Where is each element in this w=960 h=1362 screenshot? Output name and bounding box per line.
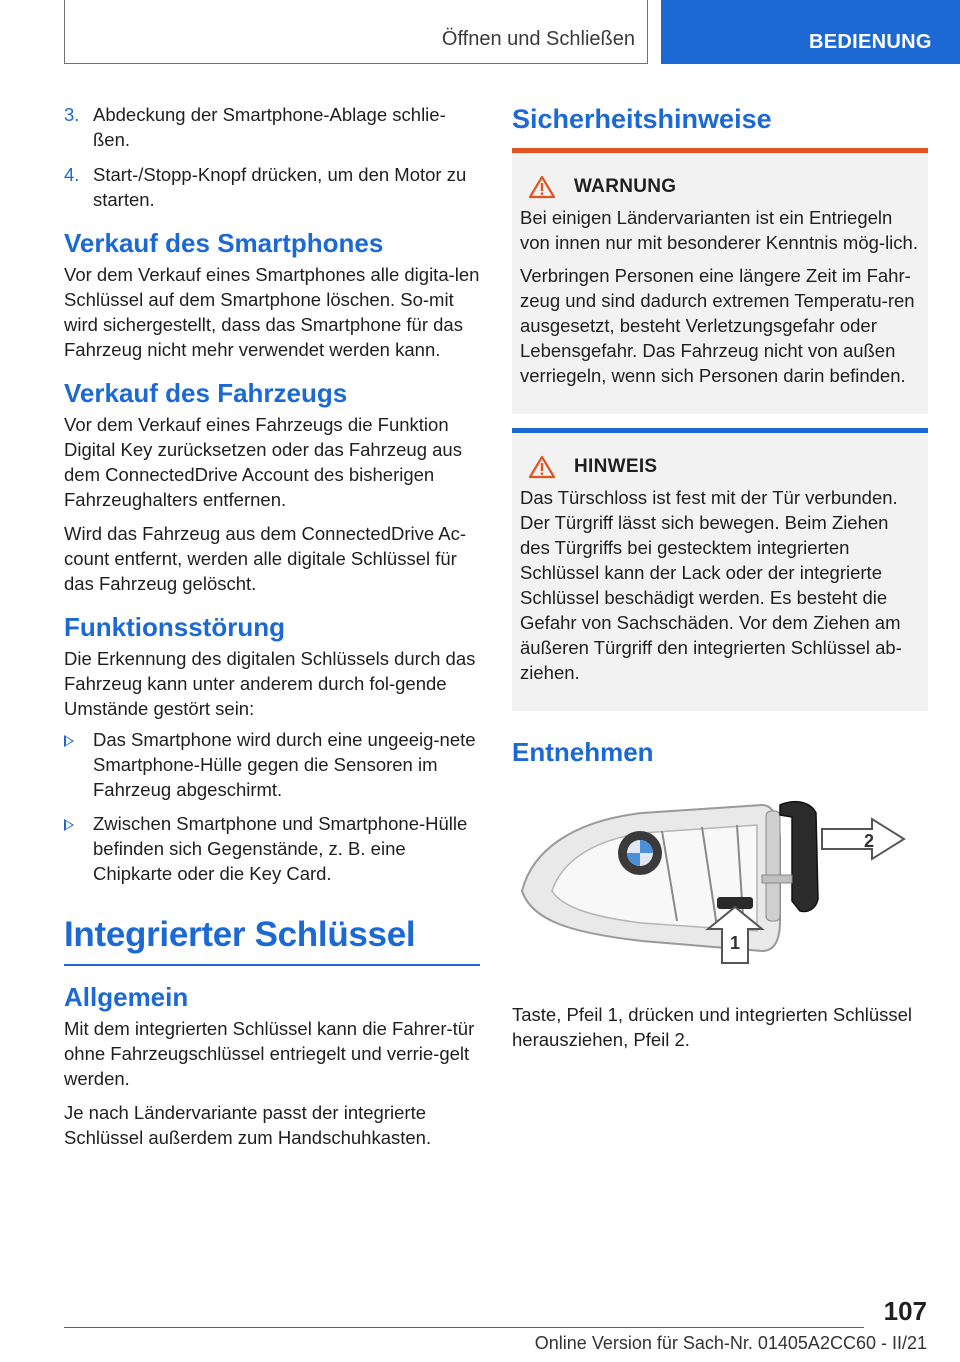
chapter-title: Öffnen und Schließen <box>441 28 635 50</box>
sale-vehicle-text-1: Vor dem Verkauf eines Fahrzeugs die Funktion Digital Key zurücksetzen oder das Fahrzeug aus dem ConnectedDrive Account des bisherigen Fahrzeughalters entfernen. <box>64 414 462 510</box>
general-text-2: Je nach Ländervariante passt der integrierte Schlüssel außerdem zum Handschuhkasten. <box>64 1102 432 1148</box>
arrow-1-label: 1 <box>730 933 741 953</box>
step-number: 4. <box>64 164 80 185</box>
warning-text-2: Verbringen Personen eine längere Zeit im Fahr-zeug und sind dadurch extremen Temperatu-ren ausgesetzt, besteht Verletzungsgefahr oder Lebensgefahr. Das Fahrzeug nicht von außen verriegeln, wenn sich Personen darin befinden. <box>520 265 915 386</box>
note-label: HINWEIS <box>574 456 658 477</box>
step-text: Abdeckung der Smartphone-Ablage schlie-ßen. <box>93 104 446 150</box>
bullet-item <box>64 811 480 886</box>
section-label: BEDIENUNG <box>809 31 932 53</box>
header-section-tab[interactable] <box>661 0 960 64</box>
key-removal-figure <box>512 781 928 977</box>
online-version-text: Online Version für Sach-Nr. 01405A2CC60 - II/21 <box>534 1333 927 1353</box>
heading-remove: Entnehmen <box>512 737 654 767</box>
malfunction-text: Die Erkennung des digitalen Schlüssels durch das Fahrzeug kann unter anderem durch fol-gende Umstände gestört sein: <box>64 648 476 719</box>
warning-triangle-icon <box>528 175 556 199</box>
bullet-text: Das Smartphone wird durch eine ungeeig-nete Smartphone-Hülle gegen die Sensoren im Fahrzeug abgeschirmt. <box>93 729 476 800</box>
remove-text: Taste, Pfeil 1, drücken und integrierten Schlüssel herausziehen, Pfeil 2. <box>512 1004 913 1050</box>
triangle-bullet-icon <box>64 819 74 831</box>
left-column <box>64 102 480 1159</box>
heading-general: Allgemein <box>64 982 189 1012</box>
arrow-2-icon <box>822 819 904 859</box>
step-item <box>64 162 480 212</box>
note-header <box>528 455 920 479</box>
heading-malfunction: Funktionsstörung <box>64 612 285 642</box>
heading-sale-phone: Verkauf des Smartphones <box>64 228 384 258</box>
warning-text-1: Bei einigen Ländervarianten ist ein Entriegeln von innen nur mit besonderer Kenntnis mög-lich. <box>520 207 918 253</box>
footer-divider <box>64 1327 864 1328</box>
general-text-1: Mit dem integrierten Schlüssel kann die Fahrer-tür ohne Fahrzeugschlüssel entriegelt und verrie-gelt werden. <box>64 1018 475 1089</box>
bullet-item <box>64 727 480 802</box>
step-item <box>64 102 480 152</box>
warning-header <box>528 175 920 199</box>
bullet-text: Zwischen Smartphone und Smartphone-Hülle befinden sich Gegenstände, z. B. eine Chipkarte oder die Key Card. <box>93 813 468 884</box>
heading-sale-vehicle: Verkauf des Fahrzeugs <box>64 378 348 408</box>
heading-safety: Sicherheitshinweise <box>512 104 772 134</box>
note-box <box>512 428 928 711</box>
arrow-2-label: 2 <box>864 831 875 851</box>
malfunction-bullets <box>64 727 480 886</box>
sale-phone-text: Vor dem Verkauf eines Smartphones alle digita-len Schlüssel auf dem Smartphone löschen. So-mit wird sichergestellt, dass das Smartphone für das Fahrzeug nicht mehr verwendet werden kann. <box>64 264 480 360</box>
triangle-bullet-icon <box>64 735 74 747</box>
warning-label: WARNUNG <box>574 176 677 197</box>
heading-integrated-key: Integrierter Schlüssel <box>64 914 480 966</box>
right-column <box>512 102 928 1052</box>
step-list <box>64 102 480 212</box>
step-text: Start-/Stopp-Knopf drücken, um den Motor zu starten. <box>93 164 467 210</box>
warning-box <box>512 148 928 414</box>
page-number: 107 <box>883 1296 927 1326</box>
header-chapter-box <box>64 0 648 64</box>
warning-triangle-icon <box>528 455 556 479</box>
note-text: Das Türschloss ist fest mit der Tür verbunden. Der Türgriff lässt sich bewegen. Beim Ziehen des Türgriffs bei gestecktem integrierten Schlüssel kann der Lack oder der integrierte Schlüssel beschädigt werden. Es besteht die Gefahr von Sachschäden. Vor dem Ziehen am äußeren Türgriff den integrierten Schlüssel ab-ziehen. <box>520 487 902 683</box>
sale-vehicle-text-2: Wird das Fahrzeug aus dem ConnectedDrive Ac-count entfernt, werden alle digitale Schlüssel für das Fahrzeug gelöscht. <box>64 523 467 594</box>
step-number: 3. <box>64 104 80 125</box>
